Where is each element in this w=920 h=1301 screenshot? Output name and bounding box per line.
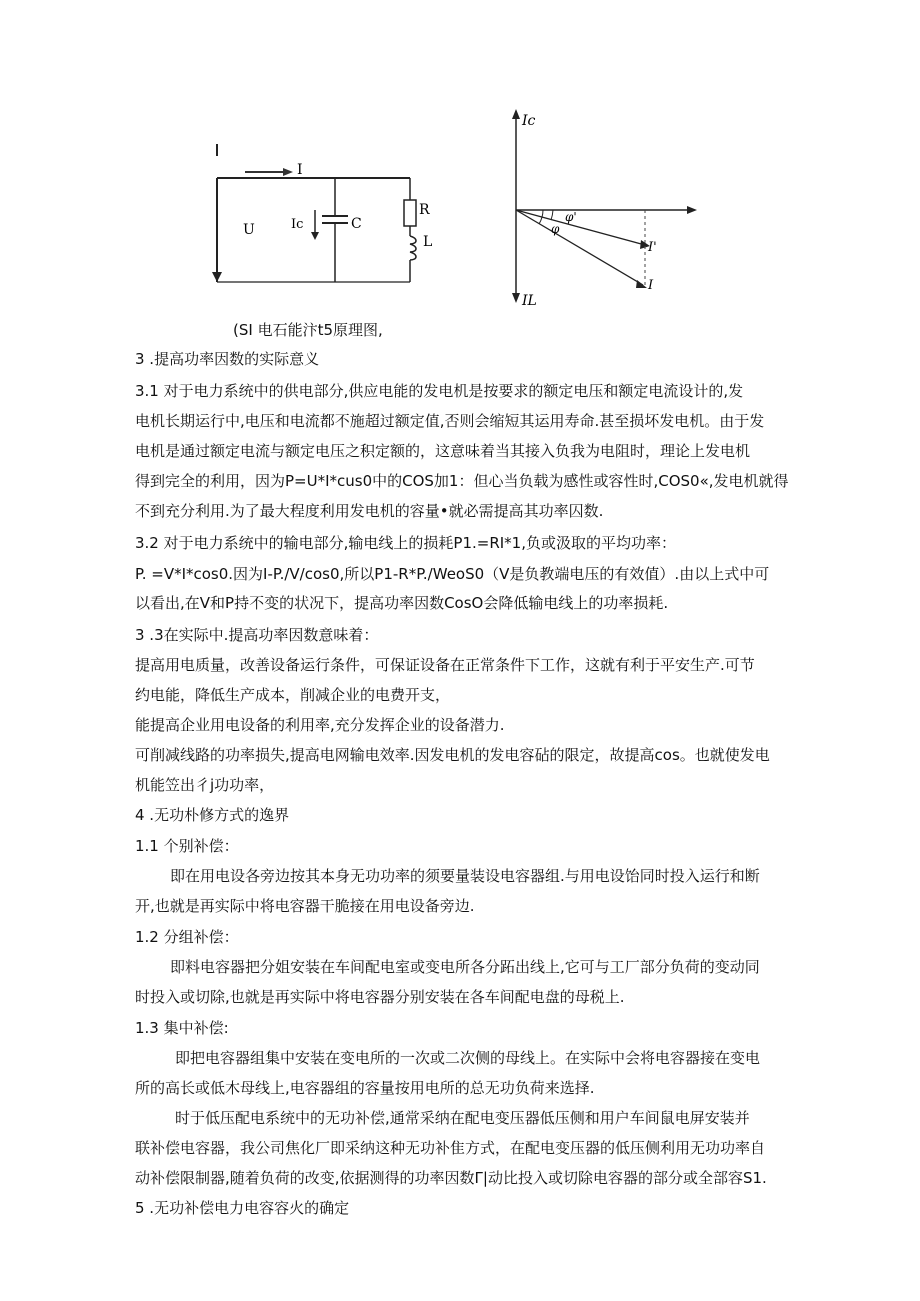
text-line: P. =V*I*cos0.因为I-P./V/cos0,所以P1-R*P./WeoS0（V是负教端电压的有效值）.由以上式中可 (135, 565, 770, 583)
text-line: 3.2 对于电力系统中的输电部分,输电线上的损耗P1.=RI*1,负或汲取的平均功率： (135, 534, 676, 552)
circuit-voltage-label: U (243, 222, 255, 238)
circuit-capacitor-label: C (351, 216, 362, 232)
text-line: 得到完全的利用，因为P=U*I*cus0中的COS加1：但心当负载为感性或容性时,COS0«,发电机就得 (135, 472, 789, 490)
phasor-il-label: IL (522, 293, 537, 309)
circuit-inductor-label: L (423, 234, 433, 250)
subsection-heading: 1.1 个别补偿： (135, 837, 239, 855)
section-heading-3: 3 .提高功率因数的实际意义 (135, 350, 320, 368)
circuit-diagram (205, 140, 435, 290)
circuit-current-label: I (297, 162, 303, 178)
text-line: 动补偿限制器,随着负荷的改变,依据测得的功率因数Γ|动比投入或切除电容器的部分或全部容S1. (135, 1169, 767, 1187)
figure-caption: (SI 电石能汴t5原理图, (233, 321, 383, 339)
phasor-ic-label: Ic (522, 113, 536, 129)
text-line: 所的高长或低木母线上,电容器组的容量按用电所的总无功负荷来选择. (135, 1079, 595, 1097)
text-line: 能提高企业用电设备的利用率,充分发挥企业的设备潜力. (135, 716, 505, 734)
text-line: 3.1 对于电力系统中的供电部分,供应电能的发电机是按要求的额定电压和额定电流设计的,发 (135, 382, 744, 400)
text-line: 提高用电质量，改善设备运行条件，可保证设备在正常条件下工作，这就有利于平安生产.可节 (135, 656, 755, 674)
phasor-phi-prime-label: φ' (565, 210, 577, 224)
text-line: 时于低压配电系统中的无功补偿,通常采纳在配电变压器低压侧和用户车间鼠电屏安装并 (175, 1109, 750, 1127)
circuit-ic-label: Ic (291, 217, 304, 232)
section-heading-4: 4 .无功朴修方式的逸界 (135, 806, 290, 824)
section-heading-3-3: 3 .3在实际中.提高功率因数意味着： (135, 626, 379, 644)
text-line: 不到充分利用.为了最大程度利用发电机的容量•就必需提高其功率囚数. (135, 502, 604, 520)
text-line: 机能笠出彳j功功率， (135, 776, 275, 794)
phasor-i-prime-label: I' (648, 240, 657, 255)
text-line: 约电能，降低生产成本，削减企业的电费开支， (135, 686, 451, 704)
text-line: 以看出,在V和P持不变的状况下，提高功率因数CosO会降低输电线上的功率损耗. (135, 594, 669, 612)
text-line: 开,也就是再实际中将电容器干脆接在用电设备旁边. (135, 897, 475, 915)
phasor-diagram (505, 105, 705, 315)
text-line: 即在用电设各旁边按其本身无功功率的须要量装设电容器组.与用电设饴同时投入运行和断 (170, 867, 760, 885)
text-line: 时投入或切除,也就是再实际中将电容器分别安装在各车间配电盘的母税上. (135, 988, 625, 1006)
phasor-phi-label: φ (551, 222, 560, 236)
text-line: 电机是通过额定电流与额定电压之积定额的，这意味着当其接入负我为电阻时，理论上发电机 (135, 442, 751, 460)
text-line: 联补偿电容器，我公司焦化厂即采纳这种无功补隹方式，在配电变压器的低压侧利用无功功率自 (135, 1139, 766, 1157)
text-line: 即把电容器组集中安装在变电所的一次或二次侧的母线上。在实际中会将电容器接在变电 (175, 1049, 761, 1067)
section-heading-5: 5 .无功补偿电力电容容火的确定 (135, 1199, 350, 1217)
text-line: 可削减线路的功率损失,提高电网输电效率.因发电机的发电容砧的限定，故提高cos。也就使发电 (135, 746, 770, 764)
circuit-resistor-label: R (419, 202, 430, 218)
subsection-heading: 1.3 集中补偿: (135, 1019, 229, 1037)
text-line: 电机长期运行中,电压和电流都不施超过额定值,否则会缩短其运用寿命.甚至损坏发电机。由于发 (135, 412, 765, 430)
phasor-i-label: I (648, 278, 654, 293)
text-line: 即料电容器把分姐安装在车间配电室或变电所各分跖出线上,它可与工厂部分负荷的变动同 (170, 958, 760, 976)
subsection-heading: 1.2 分组补偿： (135, 928, 239, 946)
